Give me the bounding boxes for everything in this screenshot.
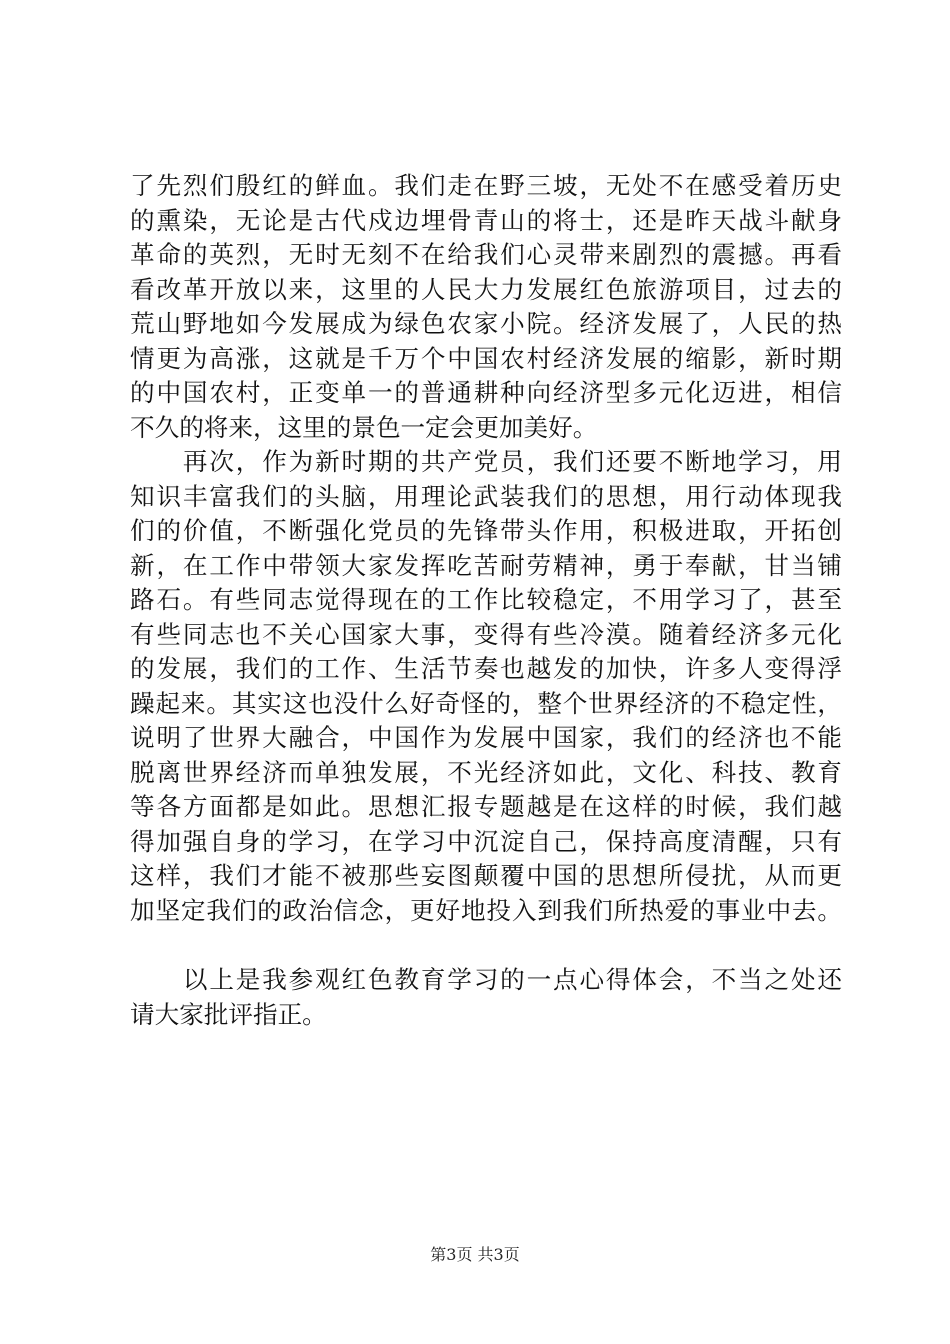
document-body — [130, 169, 842, 1032]
text-line: 这样，我们才能不被那些妄图颠覆中国的思想所侵扰，从而更 — [130, 861, 842, 890]
text-line: 情更为高涨，这就是千万个中国农村经济发展的缩影，新时期 — [130, 343, 842, 373]
text-line: 的熏染，无论是古代戍边埋骨青山的将士，还是昨天战斗献身 — [130, 205, 842, 235]
text-line: 请大家批评指正。 — [130, 999, 327, 1029]
paragraph-3 — [130, 963, 842, 1032]
text-line: 新，在工作中带领大家发挥吃苦耐劳精神，勇于奉献，甘当铺 — [130, 550, 842, 580]
text-line: 等各方面都是如此。思想汇报专题越是在这样的时候，我们越 — [130, 792, 842, 821]
paragraph-1 — [130, 169, 842, 445]
text-line: 得加强自身的学习，在学习中沉淀自己，保持高度清醒，只有 — [130, 826, 842, 856]
text-line: 加坚定我们的政治信念，更好地投入到我们所热爱的事业中去。 — [130, 895, 842, 925]
text-line: 看改革开放以来，这里的人民大力发展红色旅游项目，过去的 — [130, 274, 842, 304]
text-line: 有些同志也不关心国家大事，变得有些冷漠。随着经济多元化 — [130, 619, 842, 649]
text-line: 了先烈们殷红的鲜血。我们走在野三坡，无处不在感受着历史 — [130, 171, 842, 200]
text-line: 路石。有些同志觉得现在的工作比较稳定，不用学习了，甚至 — [130, 585, 842, 614]
paragraph-2 — [130, 445, 842, 928]
text-line: 的中国农村，正变单一的普通耕种向经济型多元化迈进，相信 — [130, 378, 842, 407]
page-number-footer: 第3页 共3页 — [430, 1245, 520, 1264]
text-line: 再次，作为新时期的共产党员，我们还要不断地学习，用 — [130, 447, 842, 476]
paragraph-spacer — [130, 928, 842, 963]
text-line: 的发展，我们的工作、生活节奏也越发的加快，许多人变得浮 — [130, 654, 842, 683]
text-line: 以上是我参观红色教育学习的一点心得体会，不当之处还 — [130, 965, 842, 994]
text-line: 不久的将来，这里的景色一定会更加美好。 — [130, 412, 598, 442]
text-line: 荒山野地如今发展成为绿色农家小院。经济发展了，人民的热 — [130, 309, 842, 338]
text-line: 们的价值，不断强化党员的先锋带头作用，积极进取，开拓创 — [130, 516, 842, 545]
text-line: 躁起来。其实这也没什么好奇怪的，整个世界经济的不稳定性， — [130, 688, 842, 718]
text-line: 说明了世界大融合，中国作为发展中国家，我们的经济也不能 — [130, 723, 842, 752]
text-line: 革命的英烈，无时无刻不在给我们心灵带来剧烈的震撼。再看 — [130, 240, 842, 269]
text-line: 知识丰富我们的头脑，用理论武装我们的思想，用行动体现我 — [130, 481, 842, 511]
text-line: 脱离世界经济而单独发展，不光经济如此，文化、科技、教育 — [130, 757, 842, 787]
